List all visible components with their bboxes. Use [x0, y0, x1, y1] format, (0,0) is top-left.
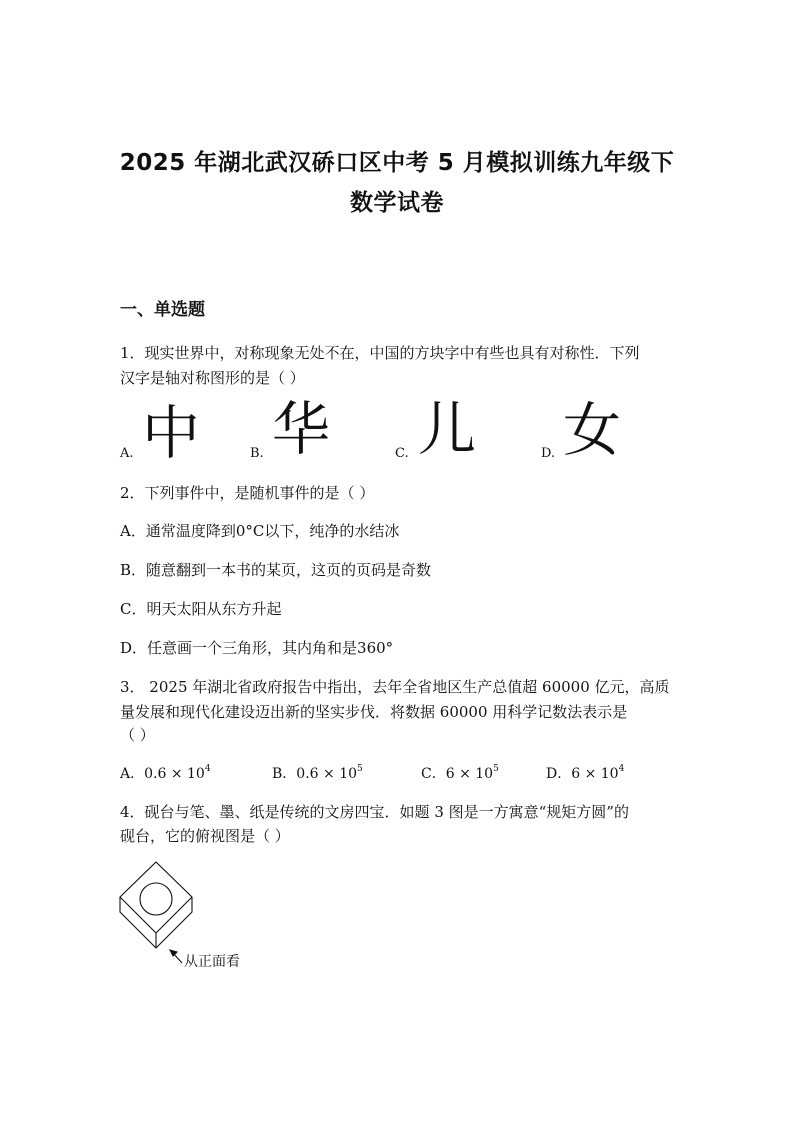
q1-stem-line2: 汉字是轴对称图形的是（ ） [120, 369, 305, 387]
q3-option-b [272, 763, 363, 783]
q3-option-d [546, 763, 624, 783]
q3-option-a-exp: 4 [204, 764, 211, 774]
q3-option-d-base: 6 × 10 [571, 766, 619, 782]
q3-option-d-exp: 4 [618, 764, 625, 774]
q3-stem-line1: 3． 2025 年湖北省政府报告中指出，去年全省地区生产总值超 60000 亿元，高质 [120, 678, 670, 696]
q3-option-c-exp: 5 [493, 764, 499, 774]
q1-option-c-char: 儿 [418, 395, 477, 463]
q3-option-d-label: D． [546, 766, 572, 782]
q3-option-b-label: B． [272, 766, 297, 782]
q3-option-b-exp: 5 [357, 764, 363, 774]
inkstone-circle-well [140, 883, 172, 915]
q1-option-a-char: 中 [142, 399, 201, 467]
q3-option-a [120, 763, 211, 783]
q4-stem-line2: 砚台，它的俯视图是（ ） [120, 827, 290, 845]
view-direction-arrowhead [170, 950, 177, 956]
q1-option-b-label: B. [250, 446, 264, 461]
q1-option-b-char: 华 [272, 395, 331, 463]
q3-stem-line2: 量发展和现代化建设迈出新的坚实步伐．将数据 60000 用科学记数法表示是 [120, 703, 628, 721]
q2-option-d: D．任意画一个三角形，其内角和是360° [120, 639, 394, 657]
exam-title-line1: 2025 年湖北武汉硚口区中考 5 月模拟训练九年级下 [119, 150, 675, 176]
q1-option-d-char: 女 [563, 396, 622, 464]
q3-option-c-base: 6 × 10 [445, 766, 494, 782]
q4-stem-line1: 4．砚台与笔、墨、纸是传统的文房四宝．如题 3 图是一方寓意“规矩方圆”的 [120, 803, 629, 821]
q2-option-a: A．通常温度降到0°C以下，纯净的水结冰 [120, 522, 400, 540]
q1-stem-line1: 1．现实世界中，对称现象无处不在，中国的方块字中有些也具有对称性．下列 [120, 344, 640, 362]
q3-option-a-label: A． [120, 766, 145, 782]
q2-stem: 2．下列事件中，是随机事件的是（ ） [120, 484, 375, 502]
exam-title-line2: 数学试卷 [350, 190, 444, 216]
q1-option-d-label: D. [541, 446, 556, 461]
q3-option-b-base: 0.6 × 10 [296, 766, 358, 782]
q2-option-b: B．随意翻到一本书的某页，这页的页码是奇数 [120, 561, 432, 579]
figure-caption: 从正面看 [184, 954, 240, 970]
q1-option-a-label: A. [120, 446, 134, 461]
q1-option-c-label: C. [395, 446, 409, 461]
q3-option-c [421, 763, 499, 783]
q3-option-a-base: 0.6 × 10 [144, 766, 205, 782]
q3-stem-line3: （ ） [120, 726, 155, 744]
q3-option-c-label: C． [421, 766, 446, 782]
section-heading: 一、单选题 [120, 300, 205, 320]
q2-option-c: C．明天太阳从东方升起 [120, 600, 282, 618]
